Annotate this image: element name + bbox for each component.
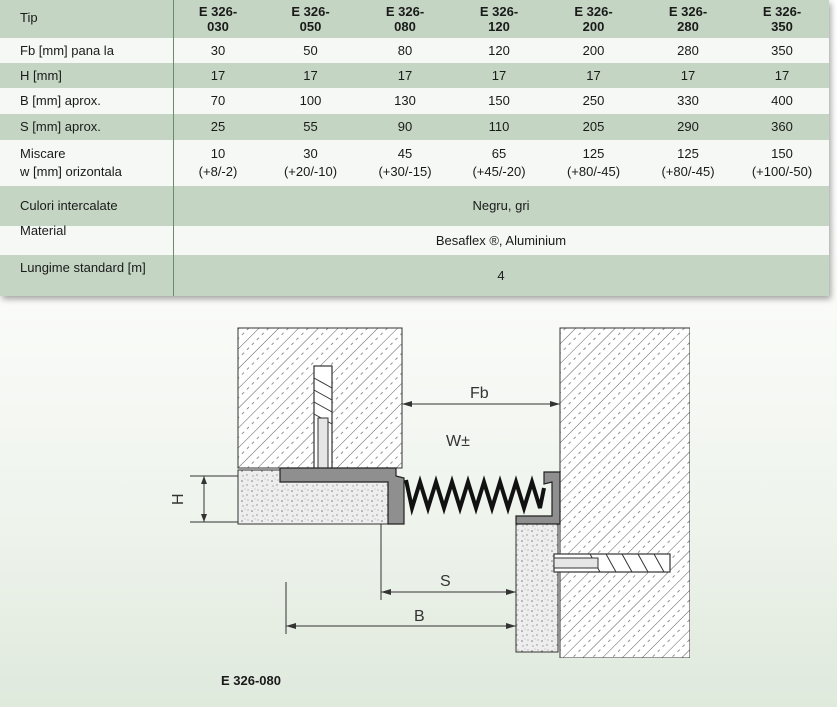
model-line2: 080 [394, 19, 416, 34]
movement-value: 10 [210, 146, 226, 161]
table-row-length [0, 255, 829, 296]
movement-value: 150 [771, 146, 793, 161]
table-cell: 110 [488, 119, 510, 134]
model-header [546, 0, 641, 38]
table-cell: 350 [771, 42, 793, 58]
cross-section-drawing [150, 318, 690, 658]
table-row [0, 88, 829, 114]
column-divider [173, 0, 174, 296]
table-cell: 17 [586, 67, 601, 83]
table-row [0, 63, 829, 88]
rubber-insert [406, 480, 544, 508]
drawing-caption: E 326-080 [221, 673, 281, 688]
table-cell [735, 140, 829, 186]
table-cell: 50 [303, 42, 318, 58]
table-cell: 17 [210, 67, 226, 83]
row-label: Fb [mm] pana la [20, 42, 114, 58]
table-cell: 17 [303, 67, 318, 83]
row-label: B [mm] aprox. [20, 93, 101, 108]
table-cell-wide: Besaflex ®, Aluminium [435, 232, 567, 248]
table-cell: 90 [397, 119, 413, 134]
table-cell: 400 [771, 93, 793, 108]
model-header [358, 0, 452, 38]
table-cell: 130 [394, 93, 416, 108]
table-cell [452, 140, 546, 186]
table-row-material [0, 223, 829, 255]
model-line1: E 326- [668, 4, 708, 19]
table-cell [641, 140, 735, 186]
movement-value: 45 [397, 146, 413, 161]
table-cell: 150 [488, 93, 510, 108]
dim-b-label: B [414, 608, 425, 625]
model-line1: E 326- [479, 4, 519, 19]
table-cell: 17 [774, 67, 790, 83]
movement-range: (+8/-2) [198, 164, 238, 179]
movement-range: (+30/-15) [378, 164, 432, 179]
dim-fb-label: Fb [470, 385, 489, 402]
anchor-bolt-right [554, 554, 670, 572]
table-cell: 17 [397, 67, 413, 83]
table-cell-wide: 4 [497, 267, 505, 283]
anchor-bolt-left [314, 366, 332, 476]
dim-w-label: W± [446, 433, 470, 450]
movement-range: (+80/-45) [566, 164, 621, 179]
right-concrete [516, 524, 558, 652]
table-cell: 17 [491, 67, 507, 83]
table-cell: 80 [397, 42, 413, 58]
row-label: H [mm] [20, 67, 62, 83]
dim-h-label: H [170, 493, 187, 505]
table-row-colors [0, 186, 829, 226]
table-row [0, 38, 829, 63]
header-label: Tip [20, 10, 38, 25]
row-label [20, 140, 122, 186]
movement-range: (+20/-10) [283, 164, 338, 179]
model-line1: E 326- [762, 4, 802, 19]
model-line2: 030 [207, 19, 229, 34]
model-line2: 050 [299, 19, 322, 34]
row-label-line1: Miscare [20, 146, 66, 161]
row-label: S [mm] aprox. [20, 119, 101, 134]
table-header-row [0, 0, 829, 38]
model-line2: 350 [771, 19, 793, 34]
table-cell: 250 [582, 93, 605, 108]
model-line1: E 326- [198, 4, 238, 19]
model-header [173, 0, 263, 38]
table-cell: 200 [582, 42, 605, 58]
model-header [452, 0, 546, 38]
table-cell: 360 [771, 119, 793, 134]
table-cell [263, 140, 358, 186]
table-cell: 55 [303, 119, 318, 134]
movement-value: 65 [491, 146, 507, 161]
table-cell: 205 [582, 119, 605, 134]
spec-table [0, 0, 829, 296]
table-cell [358, 140, 452, 186]
table-cell: 290 [677, 119, 699, 134]
table-cell: 17 [680, 67, 696, 83]
material-label: Material [20, 223, 67, 238]
movement-range: (+80/-45) [661, 164, 715, 179]
model-header [735, 0, 829, 38]
table-cell [173, 140, 263, 186]
model-header [641, 0, 735, 38]
table-cell: 25 [210, 119, 226, 134]
model-line2: 200 [582, 19, 605, 34]
table-cell-wide: Negru, gri [472, 198, 530, 213]
model-line2: 120 [488, 19, 510, 34]
row-label-line2: w [mm] orizontala [20, 164, 122, 179]
table-cell: 280 [677, 42, 699, 58]
movement-range: (+45/-20) [472, 164, 526, 179]
table-row [0, 114, 829, 140]
movement-range: (+100/-50) [751, 164, 813, 179]
model-line1: E 326- [291, 4, 330, 19]
row-label: Culori intercalate [20, 198, 118, 213]
model-line2: 280 [677, 19, 699, 34]
table-cell [546, 140, 641, 186]
row-label [20, 223, 67, 255]
table-cell: 30 [210, 42, 226, 58]
model-header [263, 0, 358, 38]
table-cell: 100 [299, 93, 322, 108]
movement-value: 125 [582, 146, 605, 161]
table-cell: 330 [677, 93, 699, 108]
table-cell: 120 [488, 42, 510, 58]
model-line1: E 326- [385, 4, 425, 19]
movement-value: 125 [677, 146, 699, 161]
right-wall [560, 328, 690, 658]
model-line1: E 326- [574, 4, 613, 19]
row-label: Lungime standard [m] [20, 260, 146, 275]
table-row-movement [0, 140, 829, 186]
movement-value: 30 [303, 146, 318, 161]
dim-s-label: S [440, 573, 451, 590]
table-cell: 70 [210, 93, 226, 108]
